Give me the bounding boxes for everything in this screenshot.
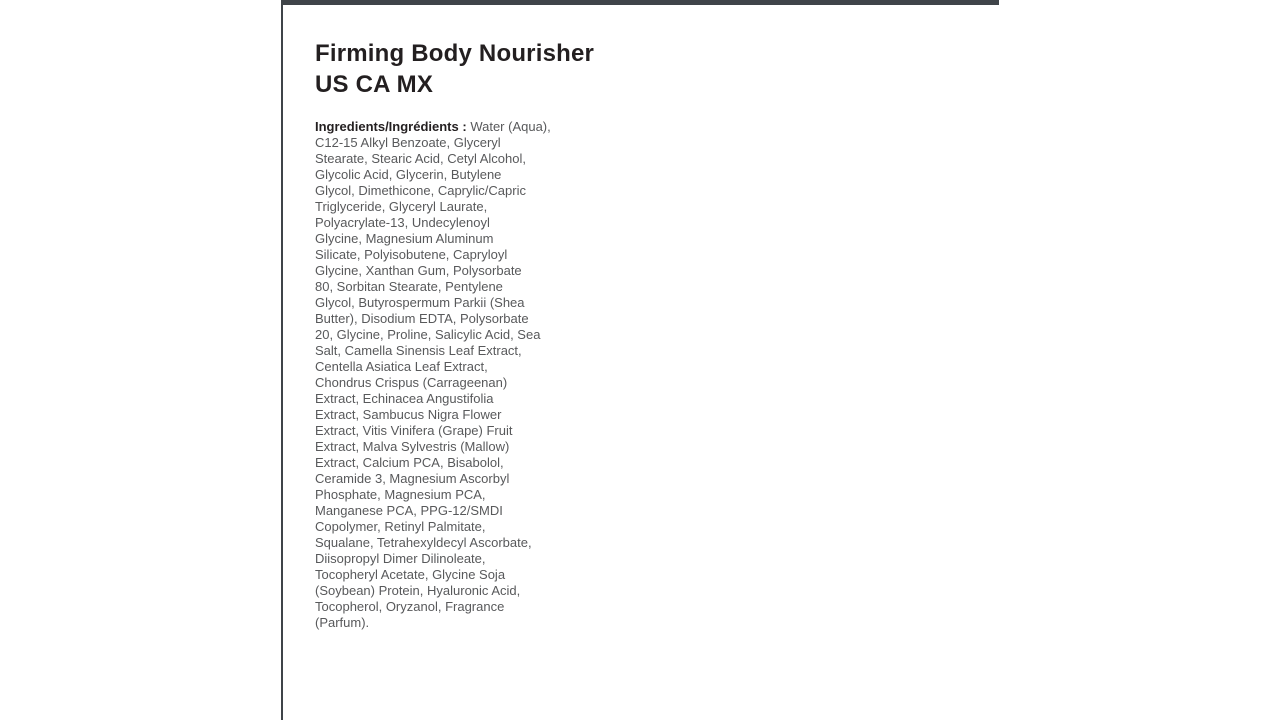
ingredient-line: Butter), Disodium EDTA, Polysorbate — [315, 311, 529, 326]
ingredient-line: Silicate, Polyisobutene, Capryloyl — [315, 247, 508, 262]
page-title-line1: Firming Body Nourisher — [315, 40, 595, 67]
ingredients-paragraph — [315, 119, 615, 631]
ingredient-line: (Parfum). — [315, 615, 370, 630]
ingredient-line: Glycol, Butyrospermum Parkii (Shea — [315, 295, 525, 310]
ingredient-line: Glycine, Xanthan Gum, Polysorbate — [315, 263, 522, 278]
ingredient-line: Glycolic Acid, Glycerin, Butylene — [315, 167, 502, 182]
ingredient-line: Extract, Sambucus Nigra Flower — [315, 407, 502, 422]
ingredient-line: Centella Asiatica Leaf Extract, — [315, 359, 488, 374]
ingredient-line-first — [315, 119, 615, 135]
ingredient-line: (Soybean) Protein, Hyaluronic Acid, — [315, 583, 521, 598]
ingredients-lines — [315, 135, 615, 631]
ingredient-line: Ceramide 3, Magnesium Ascorbyl — [315, 471, 510, 486]
ingredient-line: Glycine, Magnesium Aluminum — [315, 231, 494, 246]
ingredient-line: Extract, Calcium PCA, Bisabolol, — [315, 455, 504, 470]
ingredient-line: Stearate, Stearic Acid, Cetyl Alcohol, — [315, 151, 526, 166]
label-content — [315, 38, 615, 631]
ingredient-line: Extract, Echinacea Angustifolia — [315, 391, 494, 406]
ingredient-line: Tocopherol, Oryzanol, Fragrance — [315, 599, 505, 614]
ingredients-label: Ingredients/Ingrédients : — [315, 119, 467, 134]
ingredient-line: Manganese PCA, PPG-12/SMDI — [315, 503, 503, 518]
ingredient-line: Salt, Camella Sinensis Leaf Extract, — [315, 343, 522, 358]
ingredient-line: Diisopropyl Dimer Dilinoleate, — [315, 551, 486, 566]
ingredient-line: Copolymer, Retinyl Palmitate, — [315, 519, 486, 534]
ingredient-line: Extract, Malva Sylvestris (Mallow) — [315, 439, 510, 454]
ingredient-line: 20, Glycine, Proline, Salicylic Acid, Sea — [315, 327, 541, 342]
ingredients-first-line-rest: Water (Aqua), — [470, 119, 551, 134]
ingredient-line: Triglyceride, Glyceryl Laurate, — [315, 199, 488, 214]
ingredient-line: 80, Sorbitan Stearate, Pentylene — [315, 279, 503, 294]
ingredient-line: Squalane, Tetrahexyldecyl Ascorbate, — [315, 535, 532, 550]
ingredient-line: Glycol, Dimethicone, Caprylic/Capric — [315, 183, 526, 198]
ingredient-line: C12-15 Alkyl Benzoate, Glyceryl — [315, 135, 501, 150]
ingredient-line: Phosphate, Magnesium PCA, — [315, 487, 486, 502]
top-rule-divider — [281, 0, 999, 5]
page-title — [315, 38, 615, 100]
ingredient-line: Tocopheryl Acetate, Glycine Soja — [315, 567, 506, 582]
ingredient-line: Polyacrylate-13, Undecylenoyl — [315, 215, 490, 230]
ingredient-line: Extract, Vitis Vinifera (Grape) Fruit — [315, 423, 513, 438]
left-rule-divider — [281, 0, 283, 720]
page-title-line2: US CA MX — [315, 71, 434, 98]
ingredient-line: Chondrus Crispus (Carrageenan) — [315, 375, 508, 390]
